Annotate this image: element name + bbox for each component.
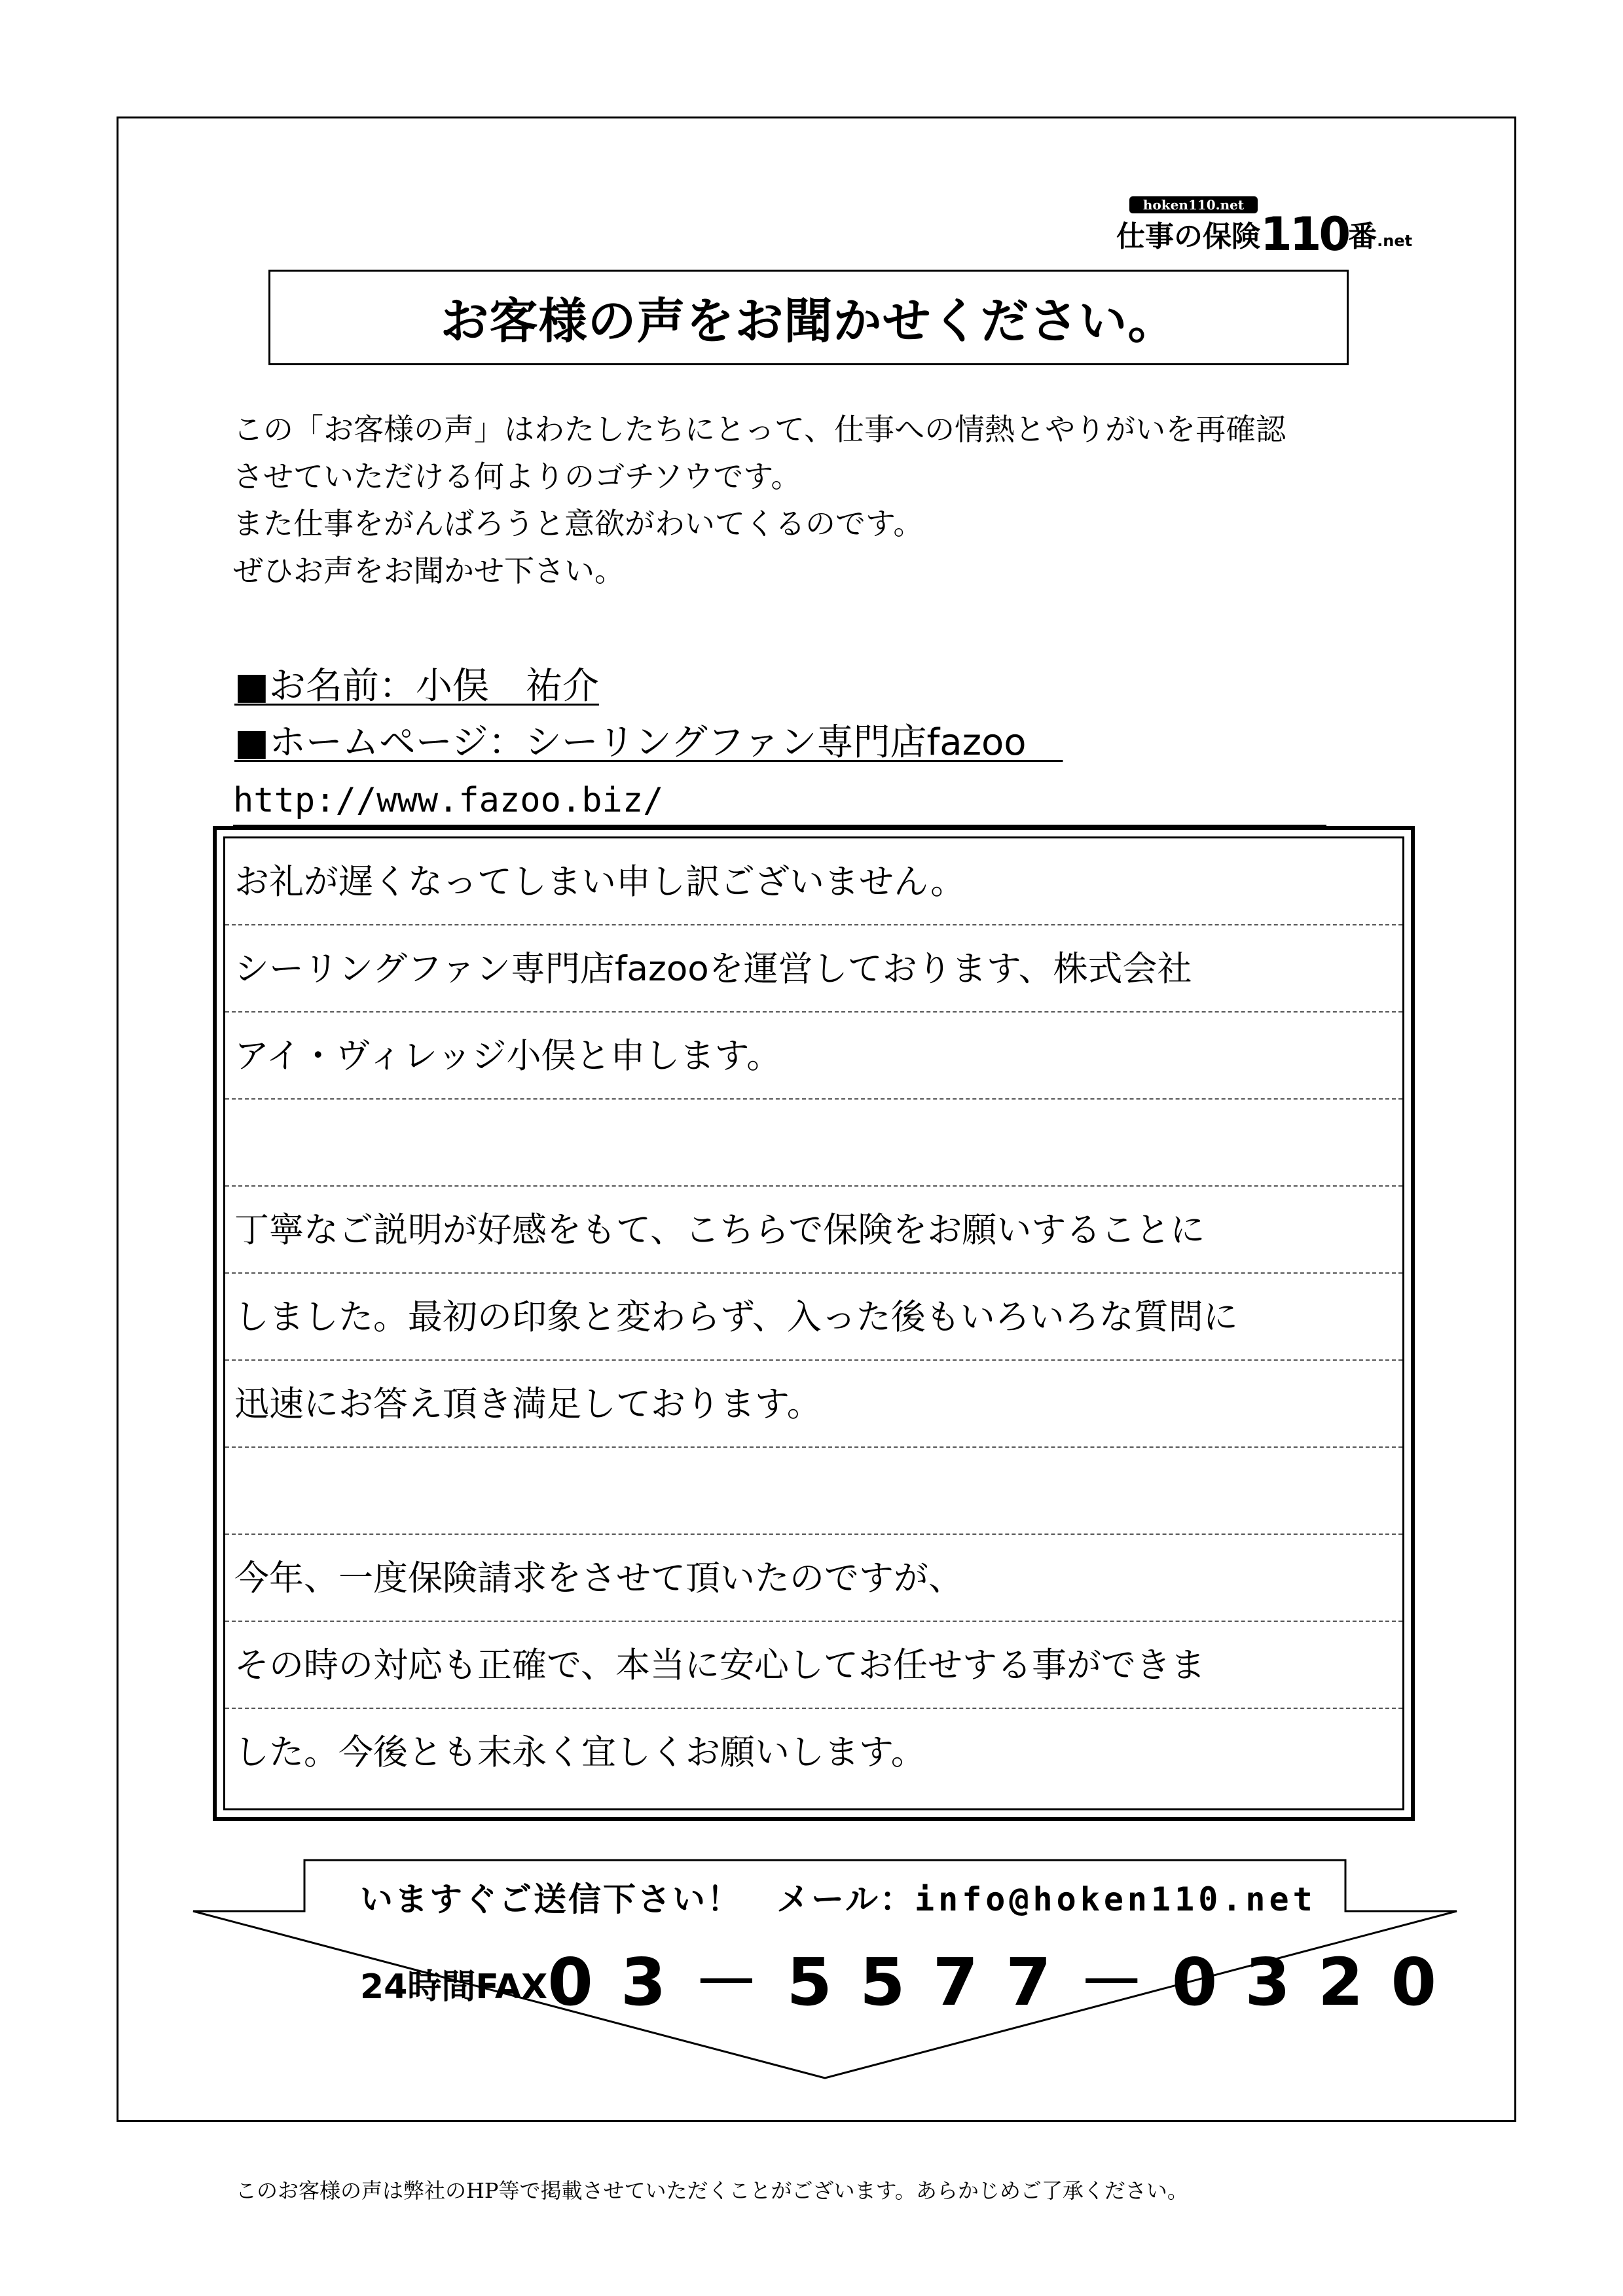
- homepage-field: [234, 719, 1063, 767]
- customer-name-field: [234, 662, 599, 711]
- intro-line: させていただける何よりのゴチソウです。: [233, 459, 801, 494]
- logo-net: .net: [1377, 232, 1413, 250]
- intro-paragraph: [233, 406, 1412, 594]
- logo-main-text: 仕事の保険: [1116, 220, 1260, 253]
- customer-name: ■お名前：小俣 祐介: [234, 665, 599, 708]
- homepage-name: ■ホームページ：シーリングファン専門店fazoo: [234, 721, 1027, 764]
- testimonial-lines: [223, 836, 1404, 1810]
- fax-label: 24時間FAX: [360, 1967, 548, 2007]
- intro-line: また仕事をがんばろうと意欲がわいてくるのです。: [233, 506, 924, 541]
- logo-domain-badge: hoken110.net: [1129, 196, 1258, 213]
- intro-line: ぜひお声をお聞かせ下さい。: [233, 553, 625, 588]
- testimonial-line: その時の対応も正確で、本当に安心してお任せする事ができま: [225, 1622, 1402, 1709]
- testimonial-line: 今年、一度保険請求をさせて頂いたのですが、: [225, 1535, 1402, 1622]
- send-now-text: いますぐご送信下さい！: [360, 1880, 742, 1918]
- cta-line-mail: [360, 1873, 1317, 1920]
- fax-number: 03－5577－0320: [547, 1944, 1465, 2020]
- testimonial-line: アイ・ヴィレッジ小俣と申します。: [225, 1013, 1402, 1100]
- testimonial-line: [225, 1100, 1402, 1187]
- page-title: お客様の声をお聞かせください。: [440, 293, 1177, 350]
- cta-line-fax: [360, 1929, 1464, 2024]
- title-box: [268, 270, 1349, 365]
- logo-wordmark: [1116, 207, 1413, 261]
- mail-address[interactable]: info@hoken110.net: [915, 1880, 1317, 1918]
- testimonial-line: しました。最初の印象と変わらず、入った後もいろいろな質問に: [225, 1274, 1402, 1361]
- hoken110-logo: [1116, 196, 1417, 262]
- intro-line: この「お客様の声」はわたしたちにとって、仕事への情熱とやりがいを再確認: [233, 412, 1286, 447]
- testimonial-line: した。今後とも末永く宜しくお願いします。: [234, 1732, 926, 1772]
- testimonial-line: 迅速にお答え頂き満足しております。: [225, 1361, 1402, 1448]
- testimonial-line: シーリングファン専門店fazooを運営しております、株式会社: [225, 925, 1402, 1013]
- footer-note: このお客様の声は弊社のHP等で掲載させていただくことがございます。あらかじめご了承ください。: [236, 2178, 1188, 2203]
- testimonial-line: [225, 1448, 1402, 1535]
- homepage-url[interactable]: http://www.fazoo.biz/: [233, 776, 1326, 827]
- testimonial-box: [213, 826, 1415, 1821]
- mail-label: メール：: [776, 1880, 915, 1918]
- logo-110: 110: [1260, 207, 1349, 261]
- logo-ban: 番: [1348, 220, 1377, 253]
- testimonial-line: お礼が遅くなってしまい申し訳ございません。: [225, 838, 1402, 925]
- testimonial-line: 丁寧なご説明が好感をもて、こちらで保険をお願いすることに: [225, 1187, 1402, 1274]
